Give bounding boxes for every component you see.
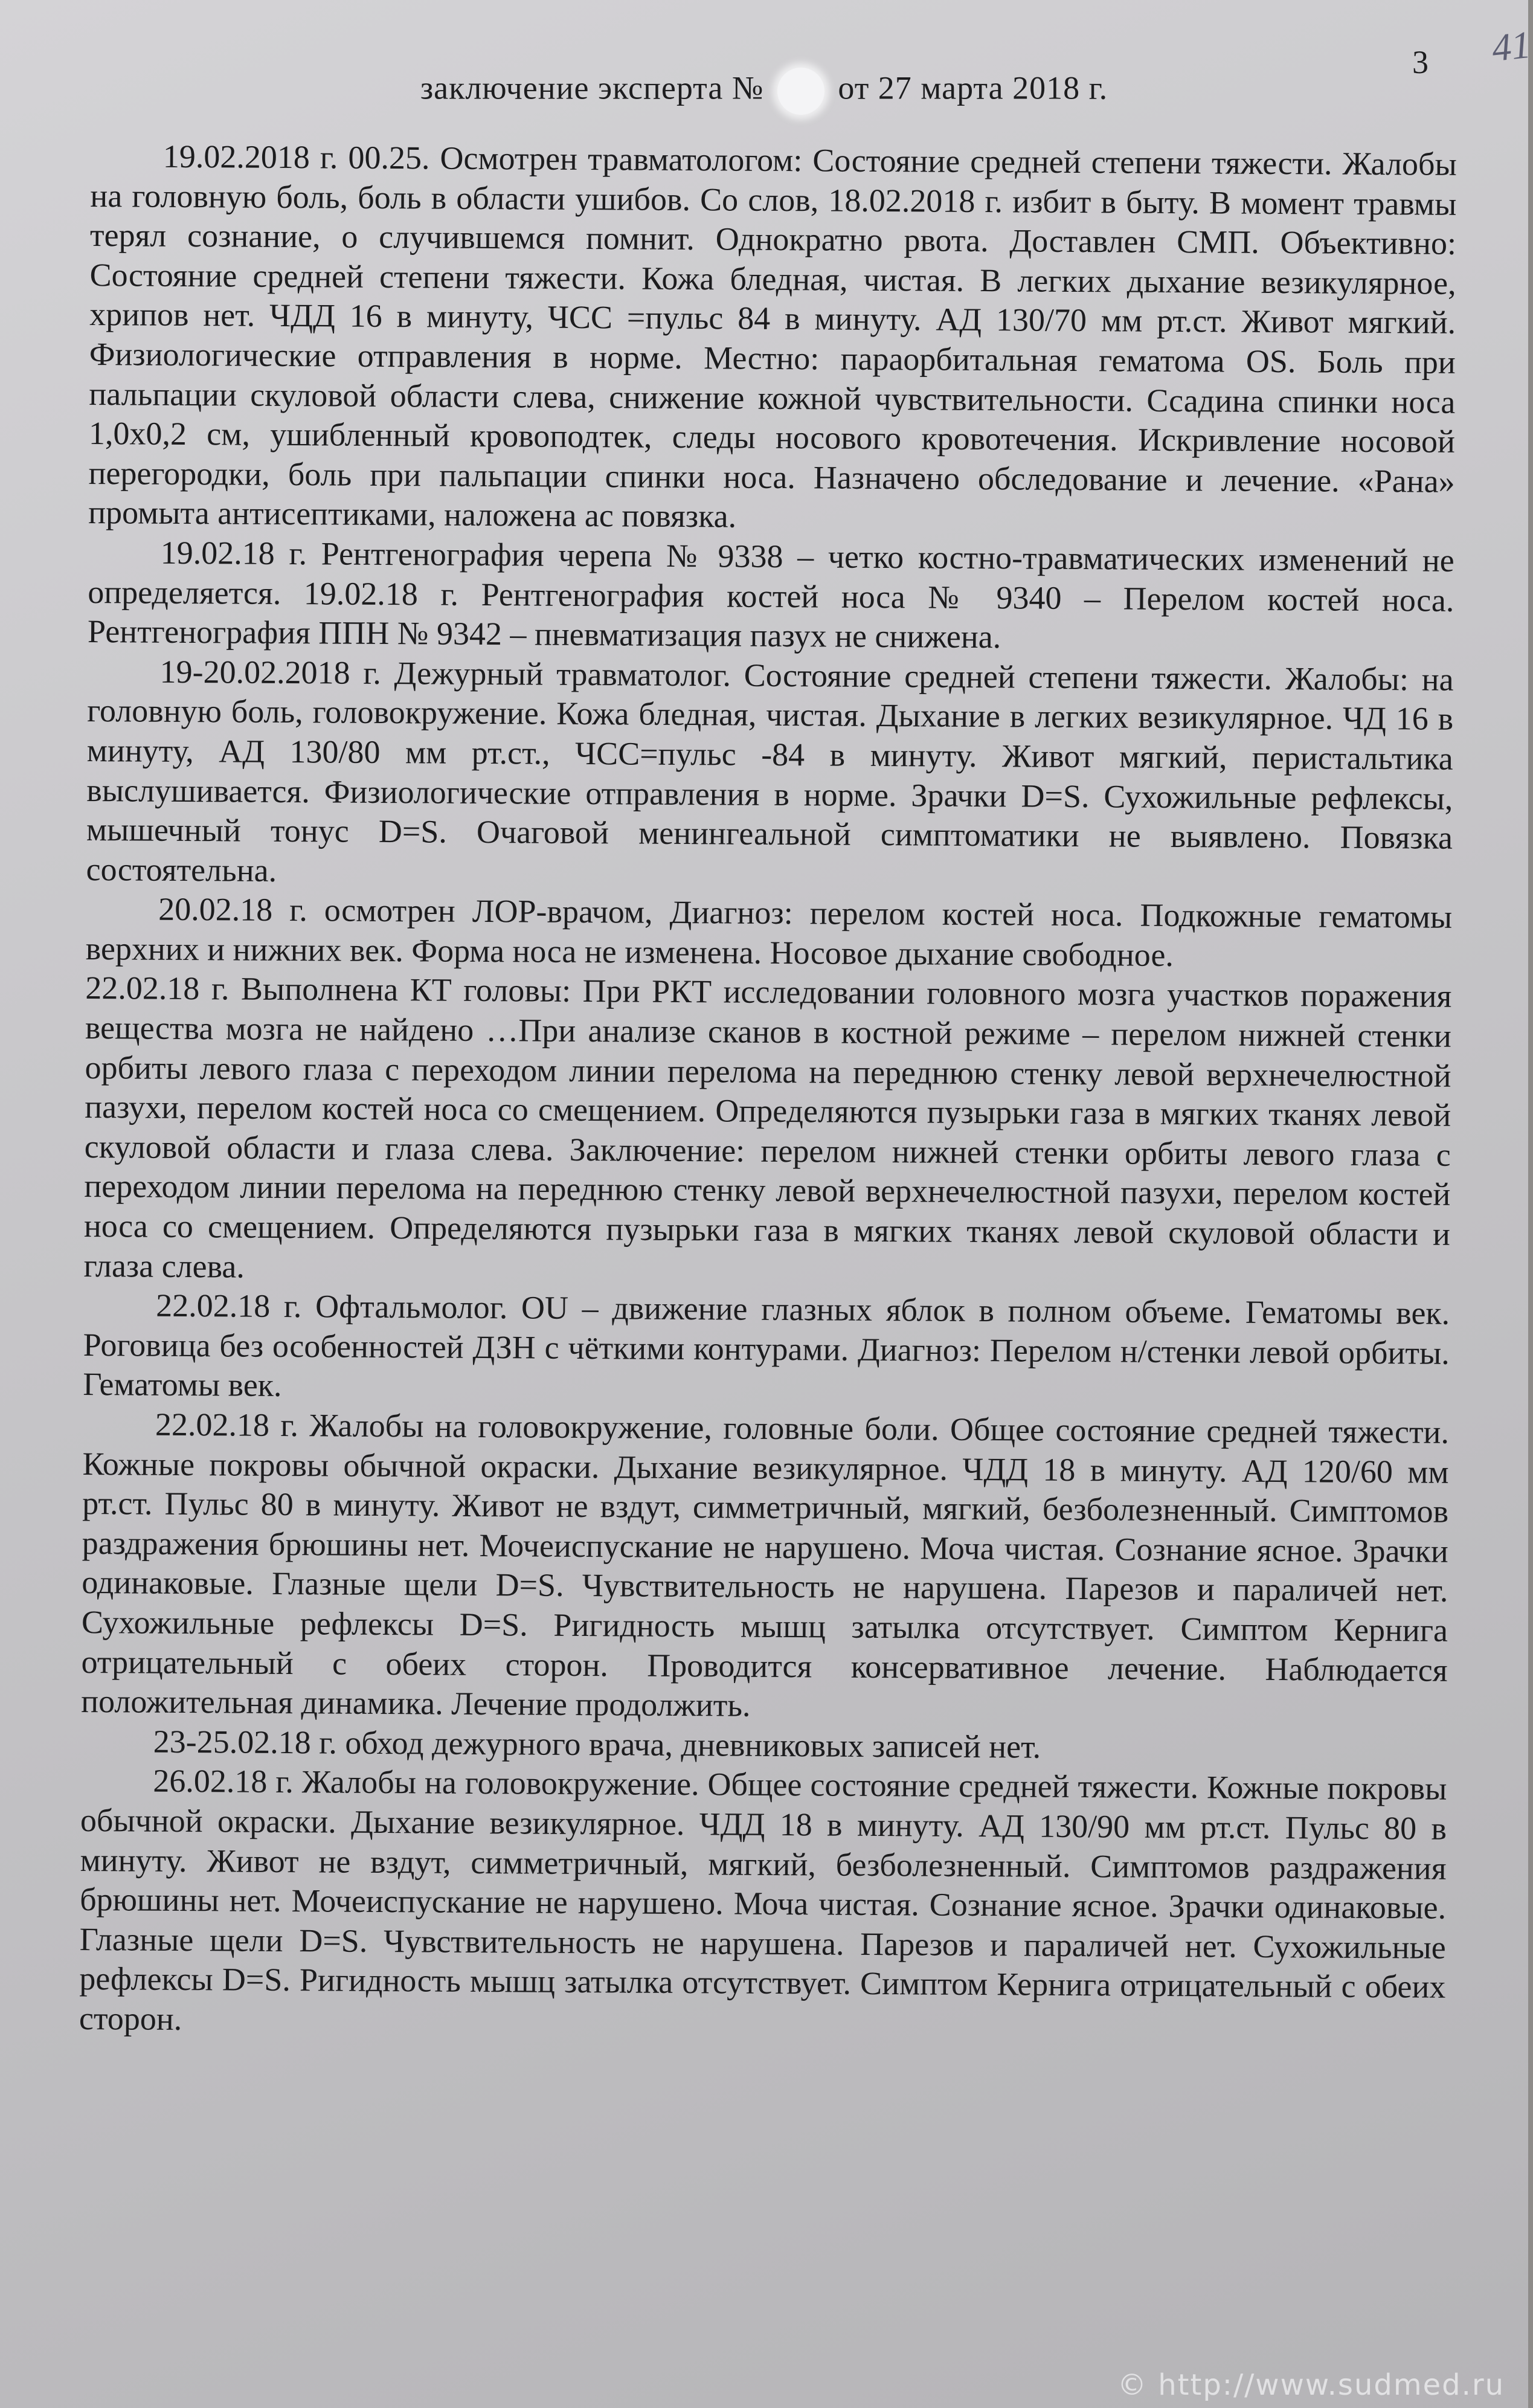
paragraph-ophthalmologist: 22.02.18 г. Офтальмолог. OU – движение глазных яблок в полном объеме. Гематомы век. Роговица без особенностей ДЗН с чёткими контурами. Диагноз: Перелом н/стенки левой орбиты. Гематомы век. <box>83 1287 1450 1404</box>
header-title-prefix: заключение эксперта № <box>420 69 764 106</box>
paragraph-duty-traumatologist: 19-20.02.2018 г. Дежурный травматолог. Состояние средней степени тяжести. Жалобы: на головную боль, головокружение. Кожа бледная, чистая. Дыхание в легких везикулярное. ЧД 16 в минуту, АД 130/80 мм рт.ст., ЧСС=пульс -84 в минуту. Живот мягкий, перистальтика выслушивается. Физиологические отправления в норме. Зрачки D=S. Сухожильные рефлексы, мышечный тонус D=S. Очаговой менингеальной симптоматики не выявлено. Повязка состоятельна. <box>86 653 1454 889</box>
paragraph-ct-scan: 22.02.18 г. Выполнена КТ головы: При РКТ исследовании головного мозга участков поражения вещества мозга не найдено …При анализе сканов в костной режиме – перелом нижней стенки орбиты левого глаза с переходом линии перелома на переднюю стенку левой верхнечелюстной пазухи, перелом костей носа со смещением. Определяются пузырьки газа в мягких тканях левой скуловой области и глаза слева. Заключение: перелом нижней стенки орбиты левого глаза с переходом линии перелома на переднюю стенку левой верхнечелюстной пазухи, перелом костей носа со смещением. Определяются пузырьки газа в мягких тканях левой скуловой области и глаза слева. <box>83 970 1452 1285</box>
paragraph-xray: 19.02.18 г. Рентгенография черепа № 9338 – четко костно-травматических изменений не определяется. 19.02.18 г. Рентгенография костей носа № 9340 – Перелом костей носа. Рентгенография ППН № 9342 – пневматизация пазух не снижена. <box>87 534 1454 655</box>
document-body <box>79 137 1457 2047</box>
header-title-date: от 27 марта 2018 г. <box>838 69 1108 106</box>
redacted-number-mark <box>777 68 824 115</box>
page-number: 3 <box>1412 44 1429 80</box>
document-header <box>0 68 1528 115</box>
paragraph-ent-exam: 20.02.18 г. осмотрен ЛОР-врачом, Диагноз: перелом костей носа. Подкожные гематомы верхних и нижних век. Форма носа не изменена. Носовое дыхание свободное. <box>85 890 1453 973</box>
paragraph-exam-22-02: 22.02.18 г. Жалобы на головокружение, головные боли. Общее состояние средней тяжести. Кожные покровы обычной окраски. Дыхание везикулярное. ЧДД 18 в минуту. АД 120/60 мм рт.ст. Пульс 80 в минуту. Живот не вздут, симметричный, мягкий, безболезненный. Симптомов раздражения брюшины нет. Мочеиспускание не нарушено. Моча чистая. Сознание ясное. Зрачки одинаковые. Глазные щели D=S. Чувствительность не нарушена. Парезов и параличей нет. Сухожильные рефлексы D=S. Ригидность мышц затылка отсутствует. Симптом Кернига отрицательный с обеих сторон. Проводится консервативное лечение. Наблюдается положительная динамика. Лечение продолжить. <box>80 1406 1450 1724</box>
source-watermark: © http://www.sudmed.ru <box>1117 2368 1505 2402</box>
handwritten-margin-note: 41 <box>1490 22 1533 70</box>
paragraph-rounds-23-25: 23-25.02.18 г. обход дежурного врача, дневниковых записей нет. <box>153 1723 1041 1765</box>
paragraph-exam-26-02: 26.02.18 г. Жалобы на головокружение. Общее состояние средней тяжести. Кожные покровы обычной окраски. Дыхание везикулярное. ЧДД 18 в минуту. АД 130/90 мм рт.ст. Пульс 80 в минуту. Живот не вздут, симметричный, мягкий, безболезненный. Симптомов раздражения брюшины нет. Мочеиспускание не нарушено. Моча чистая. Сознание ясное. Зрачки одинаковые. Глазные щели D=S. Чувствительность не нарушена. Парезов и параличей нет. Сухожильные рефлексы D=S. Ригидность мышц затылка отсутствует. Симптом Кернига отрицательный с обеих сторон. <box>79 1763 1447 2037</box>
paragraph-trauma-exam: 19.02.2018 г. 00.25. Осмотрен травматологом: Состояние средней степени тяжести. Жалобы на головную боль, боль в области ушибов. Со слов, 18.02.2018 г. избит в быту. В момент травмы терял сознание, о случившемся помнит. Однократно рвота. Доставлен СМП. Объективно: Состояние средней степени тяжести. Кожа бледная, чистая. В легких дыхание везикулярное, хрипов нет. ЧДД 16 в минуту, ЧСС =пульс 84 в минуту. АД 130/70 мм рт.ст. Живот мягкий. Физиологические отправления в норме. Местно: параорбитальная гематома OS. Боль при пальпации скуловой области слева, снижение кожной чувствительности. Ссадина спинки носа 1,0х0,2 см, ушибленный кровоподтек, следы носового кровотечения. Искривление носовой перегородки, боль при пальпации спинки носа. Назначено обследование и лечение. «Рана» промыта антисептиками, наложена ас повязка. <box>88 138 1457 535</box>
